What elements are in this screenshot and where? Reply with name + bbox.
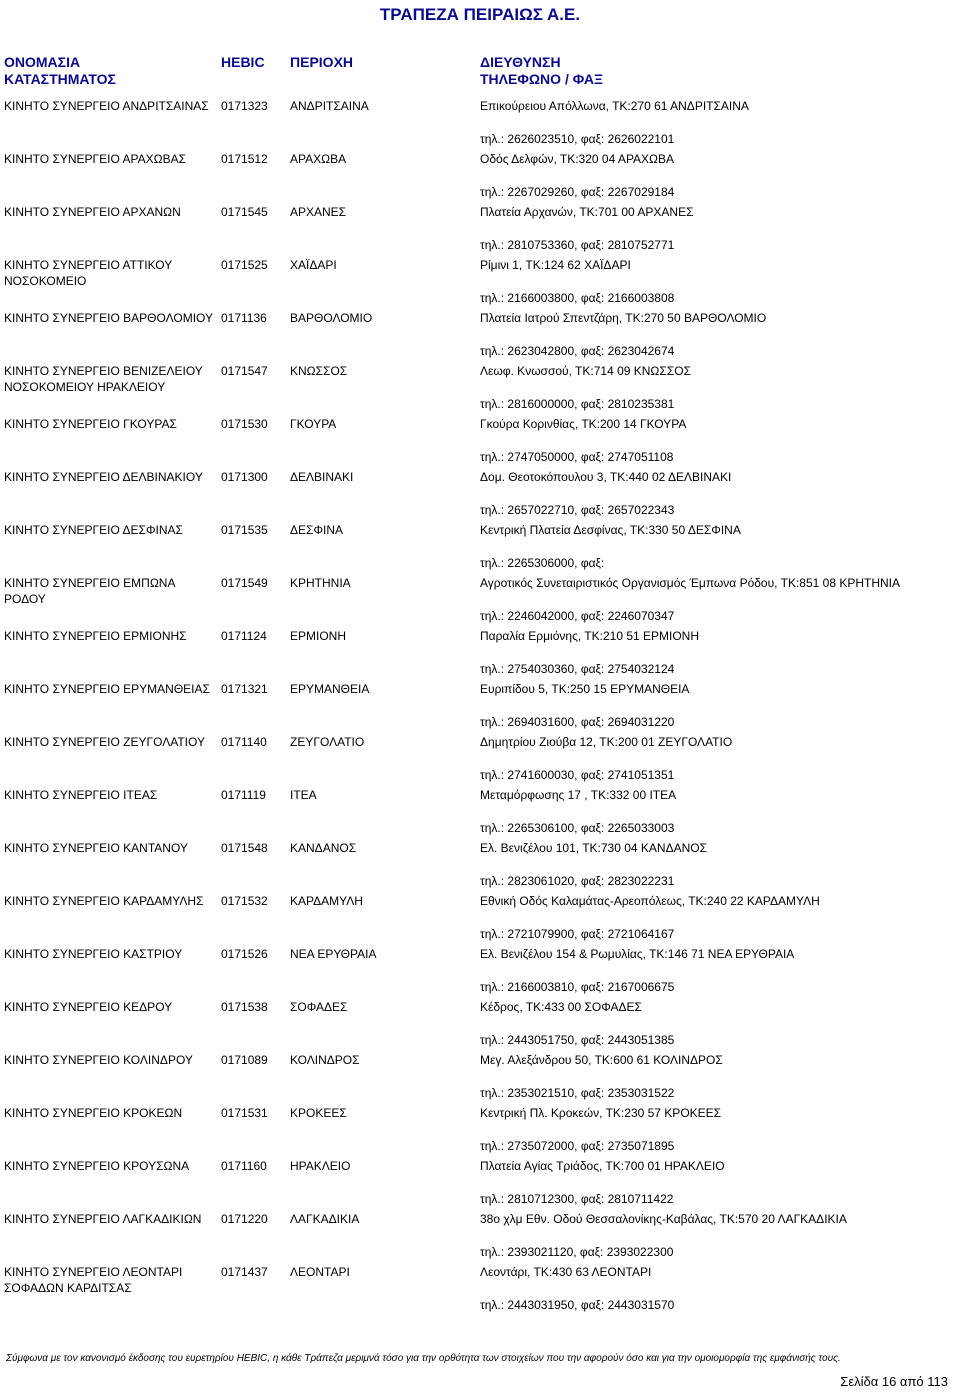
branch-table [0,94,960,1313]
hebic-code: 0171545 [221,205,268,219]
area-name: ΛΕΟΝΤΑΡΙ [290,1265,350,1279]
area-name: ΗΡΑΚΛΕΙΟ [290,1159,351,1173]
table-row [0,1260,960,1313]
area-name: ΚΡΗΤΗΝΙΑ [290,576,351,590]
branch-name: ΚΙΝΗΤΟ ΣΥΝΕΡΓΕΙΟ ΖΕΥΓΟΛΑΤΙΟΥ [4,735,205,749]
phone-fax: τηλ.: 2166003810, φαξ: 2167006675 [480,980,675,994]
table-row [0,1207,960,1260]
address: Ελ. Βενιζέλου 154 & Ρωμυλίας, ΤΚ:146 71 ΝΕΑ ΕΡΥΘΡΑΙΑ [480,947,795,961]
hebic-code: 0171531 [221,1106,268,1120]
table-row [0,783,960,836]
table-row [0,1154,960,1207]
phone-fax: τηλ.: 2443051750, φαξ: 2443051385 [480,1033,675,1047]
table-row [0,359,960,412]
branch-name: ΚΙΝΗΤΟ ΣΥΝΕΡΓΕΙΟ ΒΕΝΙΖΕΛΕΙΟΥ ΝΟΣΟΚΟΜΕΙΟΥ ΗΡΑΚΛΕΙΟΥ [4,364,203,394]
address: Πλατεία Αγίας Τριάδος, ΤΚ:700 01 ΗΡΑΚΛΕΙΟ [480,1159,725,1173]
phone-fax: τηλ.: 2265306100, φαξ: 2265033003 [480,821,675,835]
hebic-code: 0171140 [221,735,267,749]
table-row [0,94,960,147]
table-row [0,1101,960,1154]
phone-fax: τηλ.: 2353021510, φαξ: 2353031522 [480,1086,675,1100]
table-row [0,836,960,889]
address: Λεοντάρι, ΤΚ:430 63 ΛΕΟΝΤΑΡΙ [480,1265,652,1279]
address: Αγροτικός Συνεταιριστικός Οργανισμός Έμπωνα Ρόδου, ΤΚ:851 08 ΚΡΗΤΗΝΙΑ [480,576,900,590]
address: Δημητρίου Ζιούβα 12, ΤΚ:200 01 ΖΕΥΓΟΛΑΤΙΟ [480,735,733,749]
branch-name: ΚΙΝΗΤΟ ΣΥΝΕΡΓΕΙΟ ΚΟΛΙΝΔΡΟΥ [4,1053,193,1067]
header-address-line1: ΔΙΕΥΘΥΝΣΗ [480,54,561,70]
page-title: ΤΡΑΠΕΖΑ ΠΕΙΡΑΙΩΣ Α.Ε. [379,5,581,24]
hebic-code: 0171323 [221,99,268,113]
area-name: ΑΡΧΑΝΕΣ [290,205,347,219]
page-number: Σελίδα 16 από 113 [840,1374,948,1389]
area-name: ΓΚΟΥΡΑ [290,417,337,431]
branch-name: ΚΙΝΗΤΟ ΣΥΝΕΡΓΕΙΟ ΕΡΥΜΑΝΘΕΙΑΣ [4,682,210,696]
phone-fax: τηλ.: 2721079900, φαξ: 2721064167 [480,927,675,941]
phone-fax: τηλ.: 2393021120, φαξ: 2393022300 [480,1245,674,1259]
branch-name: ΚΙΝΗΤΟ ΣΥΝΕΡΓΕΙΟ ΛΑΓΚΑΔΙΚΙΩΝ [4,1212,202,1226]
area-name: ΔΕΣΦΙΝΑ [290,523,344,537]
header-area [290,54,353,71]
table-row [0,200,960,253]
branch-name: ΚΙΝΗΤΟ ΣΥΝΕΡΓΕΙΟ ΑΤΤΙΚΟΥ ΝΟΣΟΚΟΜΕΙΟ [4,258,172,288]
hebic-code: 0171220 [221,1212,268,1226]
area-name: ΒΑΡΘΟΛΟΜΙΟ [290,311,373,325]
phone-fax: τηλ.: 2246042000, φαξ: 2246070347 [480,609,675,623]
hebic-code: 0171538 [221,1000,268,1014]
header-branch-name-line1: ΟΝΟΜΑΣΙΑ [4,54,81,70]
address: Πλατεία Ιατρού Σπεντζάρη, ΤΚ:270 50 ΒΑΡΘΟΛΟΜΙΟ [480,311,767,325]
address: Οδός Δελφών, ΤΚ:320 04 ΑΡΑΧΩΒΑ [480,152,675,166]
phone-fax: τηλ.: 2623042800, φαξ: 2623042674 [480,344,675,358]
area-name: ΕΡΜΙΟΝΗ [290,629,347,643]
table-row [0,253,960,306]
branch-name: ΚΙΝΗΤΟ ΣΥΝΕΡΓΕΙΟ ΛΕΟΝΤΑΡΙ ΣΟΦΑΔΩΝ ΚΑΡΔΙΤΣΑΣ [4,1265,183,1295]
phone-fax: τηλ.: 2166003800, φαξ: 2166003808 [480,291,675,305]
header-hebic-label: HEBIC [221,54,265,70]
area-name: ΕΡΥΜΑΝΘΕΙΑ [290,682,370,696]
table-row [0,624,960,677]
address: Πλατεία Αρχανών, ΤΚ:701 00 ΑΡΧΑΝΕΣ [480,205,694,219]
branch-name: ΚΙΝΗΤΟ ΣΥΝΕΡΓΕΙΟ ΑΡΧΑΝΩΝ [4,205,181,219]
address: Ευριπίδου 5, ΤΚ:250 15 ΕΡΥΜΑΝΘΕΙΑ [480,682,690,696]
header-address-line2: ΤΗΛΕΦΩΝΟ / ΦΑΞ [480,71,603,87]
branch-name: ΚΙΝΗΤΟ ΣΥΝΕΡΓΕΙΟ ΒΑΡΘΟΛΟΜΙΟΥ [4,311,214,325]
phone-fax: τηλ.: 2694031600, φαξ: 2694031220 [480,715,675,729]
hebic-code: 0171512 [221,152,268,166]
area-name: ΚΡΟΚΕΕΣ [290,1106,347,1120]
address: Μεγ. Αλεξάνδρου 50, ΤΚ:600 61 ΚΟΛΙΝΔΡΟΣ [480,1053,723,1067]
hebic-code: 0171535 [221,523,268,537]
header-address [480,54,603,88]
phone-fax: τηλ.: 2265306000, φαξ: [480,556,605,570]
hebic-code: 0171160 [221,1159,267,1173]
hebic-code: 0171119 [221,788,266,802]
area-name: ΝΕΑ ΕΡΥΘΡΑΙΑ [290,947,377,961]
table-row [0,730,960,783]
hebic-code: 0171530 [221,417,268,431]
address: Ρίμινι 1, ΤΚ:124 62 ΧΑΪΔΑΡΙ [480,258,631,272]
area-name: ΑΡΑΧΩΒΑ [290,152,347,166]
hebic-code: 0171548 [221,841,268,855]
area-name: ΚΟΛΙΝΔΡΟΣ [290,1053,360,1067]
phone-fax: τηλ.: 2747050000, φαξ: 2747051108 [480,450,674,464]
address: Ελ. Βενιζέλου 101, ΤΚ:730 04 ΚΑΝΔΑΝΟΣ [480,841,708,855]
branch-name: ΚΙΝΗΤΟ ΣΥΝΕΡΓΕΙΟ ΚΕΔΡΟΥ [4,1000,173,1014]
footer-note: Σύμφωνα με τον κανονισμό έκδοσης του ευρετηρίου HEBIC, η κάθε Τράπεζα μεριμνά τόσο για την ορθότητα των στοιχείων που την αφορούν όσο και για την ομοιομορφία της εμφάνισής τους. [6,1353,841,1364]
branch-name: ΚΙΝΗΤΟ ΣΥΝΕΡΓΕΙΟ ΚΑΣΤΡΙΟΥ [4,947,183,961]
table-row [0,889,960,942]
area-name: ΑΝΔΡΙΤΣΑΙΝΑ [290,99,369,113]
phone-fax: τηλ.: 2823061020, φαξ: 2823022231 [480,874,675,888]
table-row [0,518,960,571]
address: Παραλία Ερμιόνης, ΤΚ:210 51 ΕΡΜΙΟΝΗ [480,629,700,643]
hebic-code: 0171321 [221,682,268,696]
address: Κεντρική Πλατεία Δεσφίνας, ΤΚ:330 50 ΔΕΣΦΙΝΑ [480,523,741,537]
phone-fax: τηλ.: 2626023510, φαξ: 2626022101 [480,132,675,146]
hebic-code: 0171136 [221,311,267,325]
hebic-code: 0171547 [221,364,268,378]
hebic-code: 0171526 [221,947,268,961]
area-name: ΚΑΝΔΑΝΟΣ [290,841,357,855]
table-row [0,677,960,730]
branch-name: ΚΙΝΗΤΟ ΣΥΝΕΡΓΕΙΟ ΔΕΛΒΙΝΑΚΙΟΥ [4,470,203,484]
hebic-code: 0171300 [221,470,268,484]
table-row [0,465,960,518]
table-row [0,1048,960,1101]
hebic-code: 0171532 [221,894,268,908]
area-name: ΣΟΦΑΔΕΣ [290,1000,348,1014]
header-area-label: ΠΕΡΙΟΧΗ [290,54,354,70]
header-branch-name [4,54,116,88]
address: Εθνική Οδός Καλαμάτας-Αρεοπόλεως, ΤΚ:240 22 ΚΑΡΔΑΜΥΛΗ [480,894,820,908]
header-branch-name-line2: ΚΑΤΑΣΤΗΜΑΤΟΣ [4,71,116,87]
phone-fax: τηλ.: 2267029260, φαξ: 2267029184 [480,185,675,199]
branch-name: ΚΙΝΗΤΟ ΣΥΝΕΡΓΕΙΟ ΔΕΣΦΙΝΑΣ [4,523,183,537]
phone-fax: τηλ.: 2735072000, φαξ: 2735071895 [480,1139,675,1153]
address: Κεντρική Πλ. Κροκεών, ΤΚ:230 57 ΚΡΟΚΕΕΣ [480,1106,722,1120]
branch-name: ΚΙΝΗΤΟ ΣΥΝΕΡΓΕΙΟ ΙΤΕΑΣ [4,788,158,802]
phone-fax: τηλ.: 2816000000, φαξ: 2810235381 [480,397,675,411]
table-row [0,995,960,1048]
branch-name: ΚΙΝΗΤΟ ΣΥΝΕΡΓΕΙΟ ΚΑΝΤΑΝΟΥ [4,841,188,855]
area-name: ΚΑΡΔΑΜΥΛΗ [290,894,363,908]
address: Δομ. Θεοτοκόπουλου 3, ΤΚ:440 02 ΔΕΛΒΙΝΑΚΙ [480,470,732,484]
table-row [0,571,960,624]
branch-name: ΚΙΝΗΤΟ ΣΥΝΕΡΓΕΙΟ ΑΝΔΡΙΤΣΑΙΝΑΣ [4,99,209,113]
table-row [0,942,960,995]
branch-name: ΚΙΝΗΤΟ ΣΥΝΕΡΓΕΙΟ ΚΡΟΥΣΩΝΑ [4,1159,190,1173]
branch-name: ΚΙΝΗΤΟ ΣΥΝΕΡΓΕΙΟ ΕΜΠΩΝΑ ΡΟΔΟΥ [4,576,175,606]
area-name: ΙΤΕΑ [290,788,317,802]
address: 38ο χλμ Εθν. Οδού Θεσσαλονίκης-Καβάλας, ΤΚ:570 20 ΛΑΓΚΑΔΙΚΙΑ [480,1212,847,1226]
phone-fax: τηλ.: 2810753360, φαξ: 2810752771 [480,238,675,252]
branch-name: ΚΙΝΗΤΟ ΣΥΝΕΡΓΕΙΟ ΑΡΑΧΩΒΑΣ [4,152,187,166]
hebic-code: 0171089 [221,1053,268,1067]
phone-fax: τηλ.: 2657022710, φαξ: 2657022343 [480,503,675,517]
address: Επικούρειου Απόλλωνα, ΤΚ:270 61 ΑΝΔΡΙΤΣΑΙΝΑ [480,99,749,113]
area-name: ΧΑΪΔΑΡΙ [290,258,337,272]
hebic-code: 0171525 [221,258,268,272]
area-name: ΖΕΥΓΟΛΑΤΙΟ [290,735,365,749]
phone-fax: τηλ.: 2810712300, φαξ: 2810711422 [480,1192,674,1206]
branch-name: ΚΙΝΗΤΟ ΣΥΝΕΡΓΕΙΟ ΚΑΡΔΑΜΥΛΗΣ [4,894,204,908]
address: Μεταμόρφωσης 17 , ΤΚ:332 00 ΙΤΕΑ [480,788,677,802]
hebic-code: 0171549 [221,576,268,590]
phone-fax: τηλ.: 2443031950, φαξ: 2443031570 [480,1298,675,1312]
table-row [0,412,960,465]
phone-fax: τηλ.: 2741600030, φαξ: 2741051351 [480,768,675,782]
hebic-code: 0171437 [221,1265,268,1279]
branch-name: ΚΙΝΗΤΟ ΣΥΝΕΡΓΕΙΟ ΚΡΟΚΕΩΝ [4,1106,183,1120]
table-row [0,306,960,359]
area-name: ΛΑΓΚΑΔΙΚΙΑ [290,1212,360,1226]
area-name: ΔΕΛΒΙΝΑΚΙ [290,470,354,484]
address: Γκούρα Κορινθίας, ΤΚ:200 14 ΓΚΟΥΡΑ [480,417,687,431]
address: Λεωφ. Κνωσσού, ΤΚ:714 09 ΚΝΩΣΣΟΣ [480,364,691,378]
phone-fax: τηλ.: 2754030360, φαξ: 2754032124 [480,662,675,676]
hebic-code: 0171124 [221,629,267,643]
table-row [0,147,960,200]
branch-name: ΚΙΝΗΤΟ ΣΥΝΕΡΓΕΙΟ ΕΡΜΙΟΝΗΣ [4,629,187,643]
branch-name: ΚΙΝΗΤΟ ΣΥΝΕΡΓΕΙΟ ΓΚΟΥΡΑΣ [4,417,177,431]
area-name: ΚΝΩΣΣΟΣ [290,364,348,378]
header-hebic [221,54,265,71]
address: Κέδρος, ΤΚ:433 00 ΣΟΦΑΔΕΣ [480,1000,642,1014]
